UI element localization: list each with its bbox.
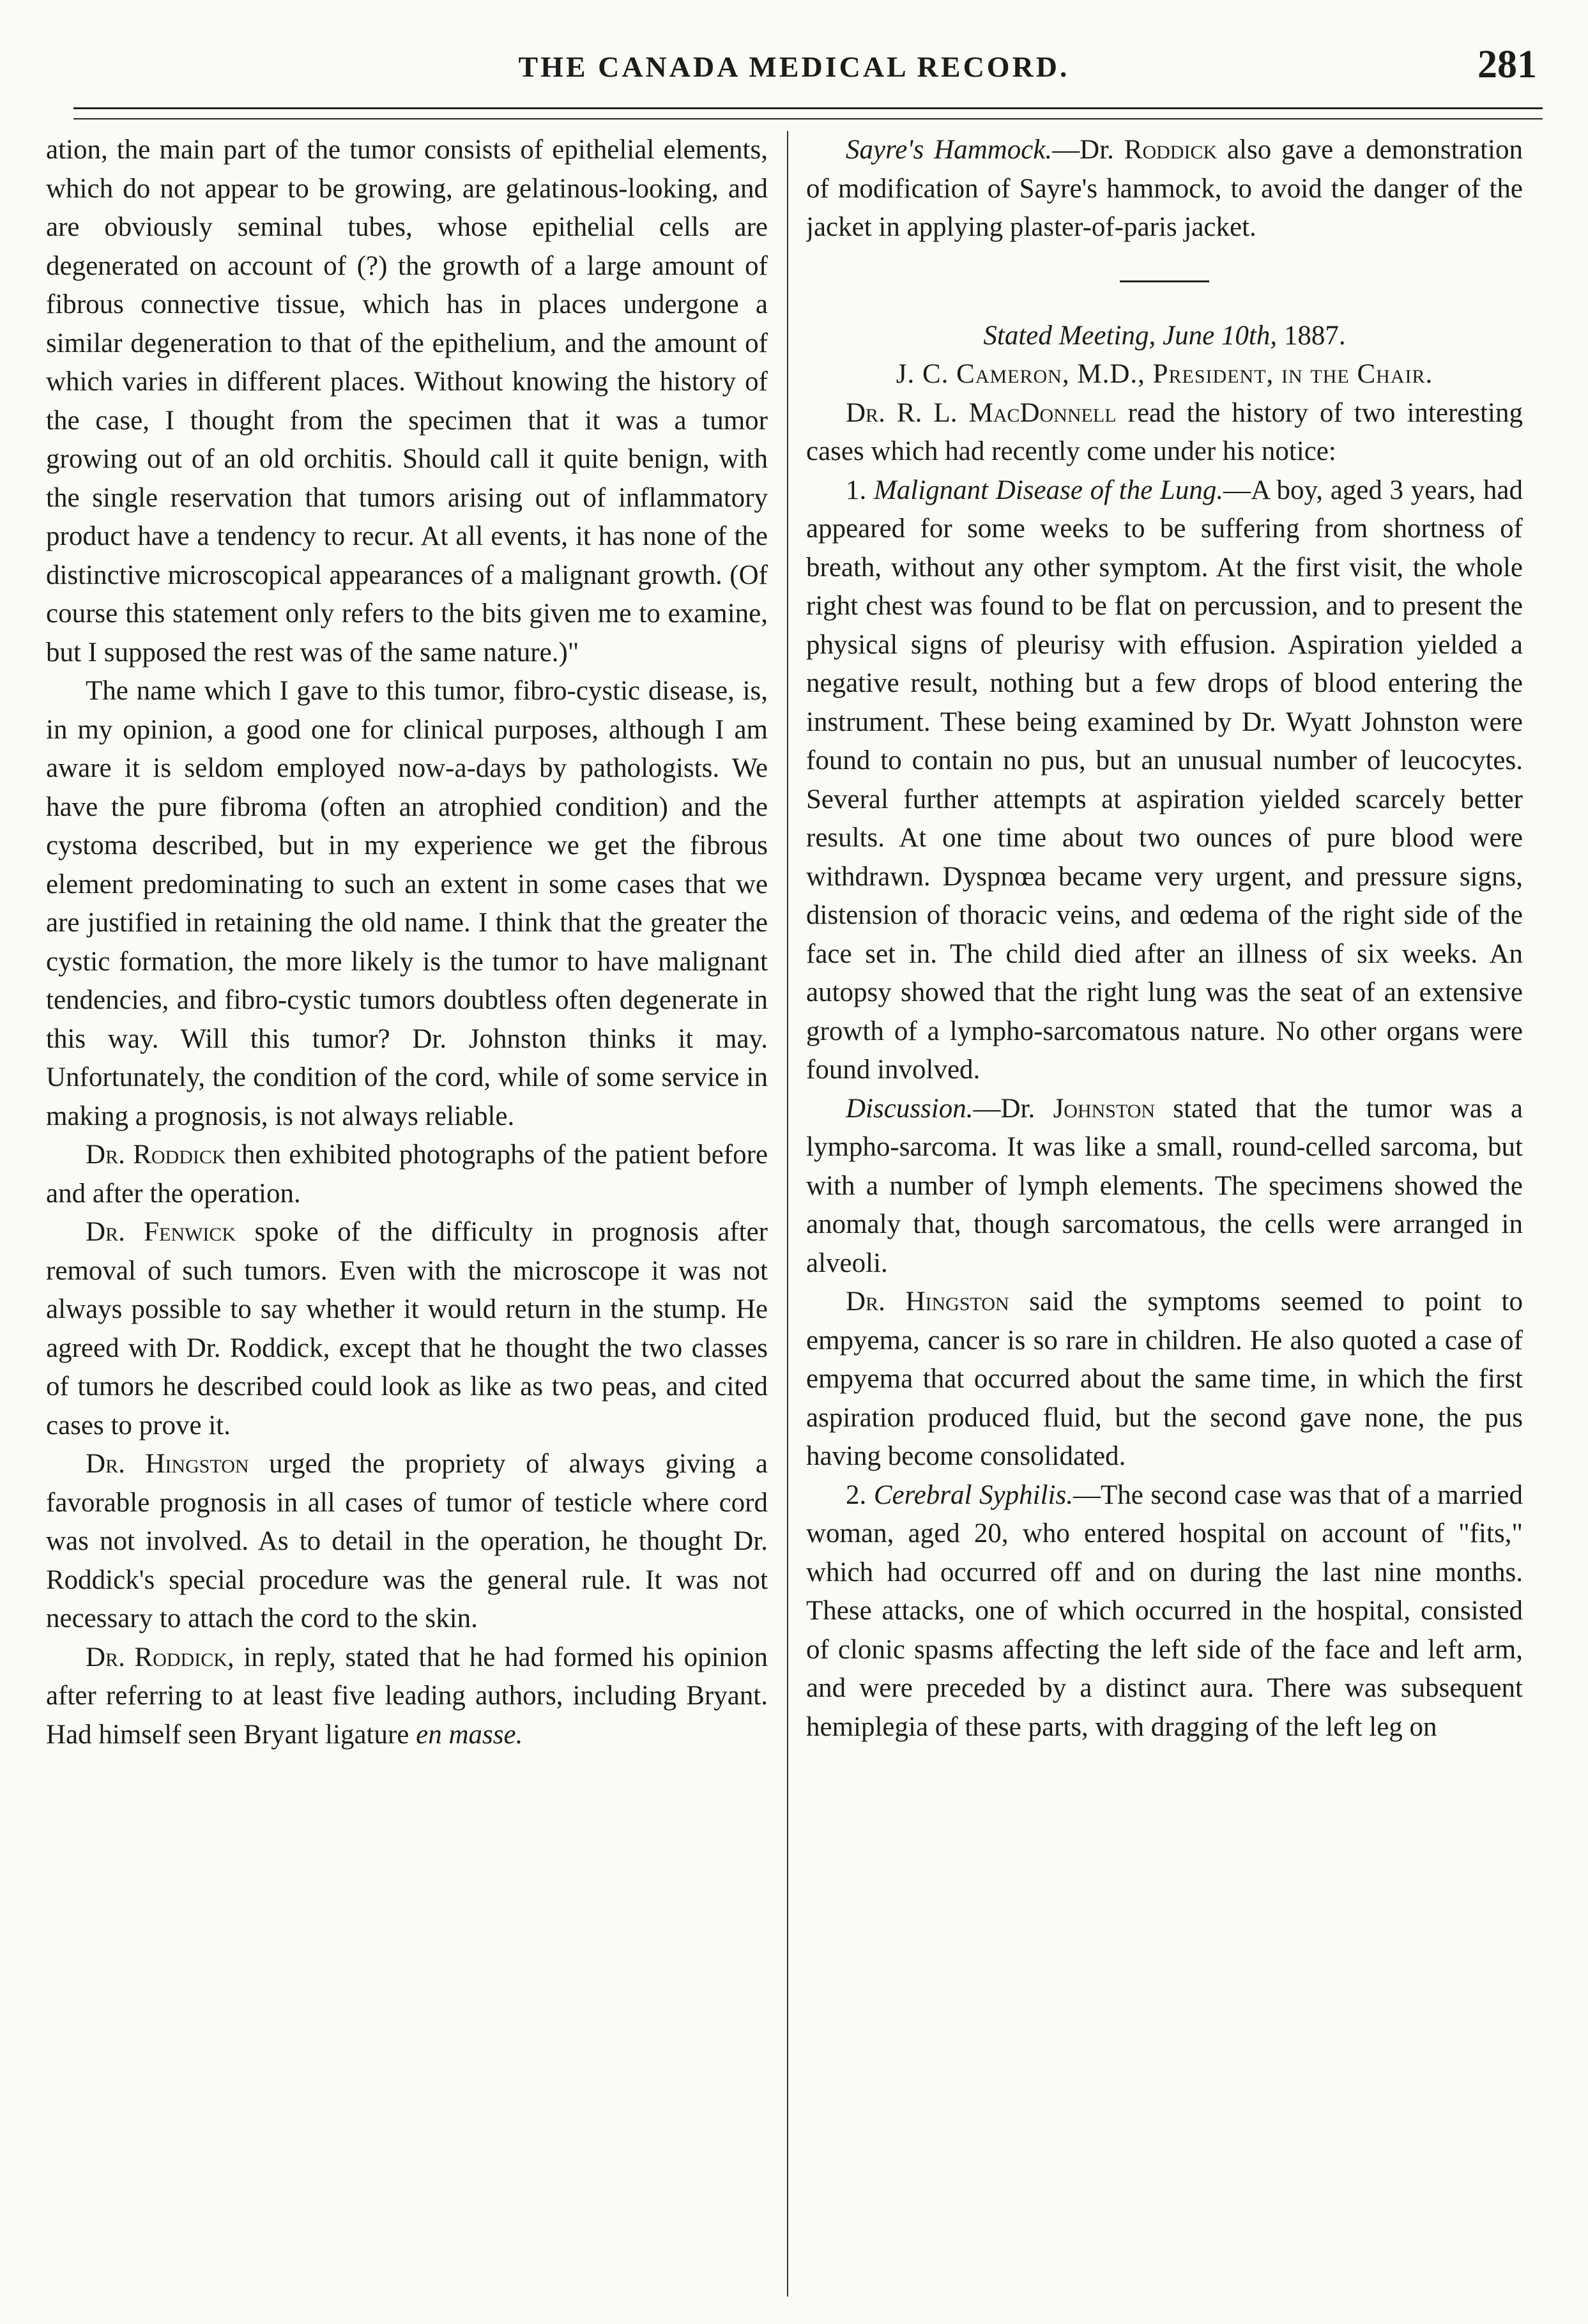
meeting-heading — [806, 317, 1523, 356]
speaker-name: Johnston — [1053, 1093, 1156, 1124]
paragraph-text: in reply, stated that he had formed his opinion after referring to at least five leading authors, including Bryant. Had himself seen Bryant ligature — [46, 1642, 768, 1750]
speaker-name: Dr. Hingston — [846, 1287, 1009, 1317]
journal-title: THE CANADA MEDICAL RECORD. — [518, 50, 1070, 83]
right-column — [806, 131, 1523, 2303]
speaker-name: Dr. Hingston — [86, 1449, 249, 1479]
paragraph-text: also gave a demonstration of modification of Sayre's hammock, to avoid the danger of the jacket in applying plaster-of-paris jacket. — [806, 135, 1523, 242]
paragraph-macdonnell — [806, 394, 1523, 471]
paragraph-text: then exhibited photographs of the patient before and after the operation. — [46, 1140, 768, 1209]
paragraph-case-syphilis — [806, 1476, 1523, 1747]
page-number: 281 — [1477, 43, 1537, 86]
speaker-name: Dr. Roddick, — [86, 1642, 234, 1672]
paragraph-text: —The second case was that of a married woman, aged 20, who entered hospital on account of "fits," which had occurred off and on during the last nine months. These attacks, one of which occurred in the hospital, consisted of clonic spasms affecting the left side of the face and left arm, and were preceded by a distinct aura. There was subsequent hemiplegia of these parts, with dragging of the left leg on — [806, 1479, 1523, 1742]
left-column — [46, 131, 768, 2303]
speaker-name: Roddick — [1124, 135, 1218, 165]
paragraph-text: said the symptoms seemed to point to empyema, cancer is so rare in children. He also quoted a case of empyema that occurred about the same time, in which the first aspiration produced fluid, but the second gave none, the pus having become consolidated. — [806, 1287, 1523, 1471]
speaker-name: Dr. Fenwick — [86, 1217, 236, 1247]
section-rule — [1120, 280, 1209, 282]
paragraph-text: —A boy, aged 3 years, had appeared for some weeks to be suffering from shortness of breath, without any other symptom. At the first visit, the whole right chest was found to be flat on percussion, and to present the physical signs of pleurisy with effusion. Aspiration yielded a negative result, nothing but a few drops of blood entering the instrument. These being examined by Dr. Wyatt Johnston were found to contain no pus, but an unusual number of leucocytes. Several further attempts at aspiration yielded scarcely better results. At one time about two ounces of pure blood were withdrawn. Dyspnœa became very urgent, and pressure signs, distension of thoracic veins, and œdema of the right side of the face set in. The child died after an illness of six weeks. An autopsy showed that the right lung was the seat of an extensive growth of a lympho-sarcomatous nature. No other organs were found involved. — [806, 475, 1523, 1085]
paragraph-roddick-reply — [46, 1639, 768, 1755]
paragraph-case-lung — [806, 471, 1523, 1090]
dash-text: —Dr. — [973, 1093, 1053, 1124]
paragraph-fibro-cystic: The name which I gave to this tumor, fibro-cystic disease, is, in my opinion, a good one for clinical purposes, although I am aware it is seldom employed now-a-days by pathologists. We have the pure fibroma (often an atrophied condition) and the cystoma described, but in my experience we get the fibrous element predominating to such an extent in some cases that we are justified in retaining the old name. I think that the greater the cystic formation, the more likely is the tumor to have malignant tendencies, and fibro-cystic tumors doubtless often degenerate in this way. Will this tumor? Dr. Johnston thinks it may. Unfortunately, the condition of the cord, while of some service in making a prognosis, is not always reliable. — [46, 676, 768, 1131]
meeting-year: 1887. — [1277, 320, 1346, 351]
page-header — [38, 38, 1550, 109]
paragraph-text: read the history of two interesting cases which had recently come under his notice: — [806, 397, 1523, 466]
paragraph-pathology-report: ation, the main part of the tumor consists of epithelial elements, which do not appear to be growing, are gelatinous-looking, and are obviously seminal tubes, whose epithelial cells are degenerated on account of (?) the growth of a large amount of fibrous connective tissue, which has in places undergone a similar degeneration to that of the epithelium, and the amount of which varies in different places. Without knowing the history of the case, I thought from the specimen that it was a tumor growing out of an old orchitis. Should call it quite benign, with the single reservation that tumors arising out of inflammatory product have a tendency to recur. At all events, it has none of the distinctive microscopical appearances of a malignant growth. (Of course this statement only refers to the bits given me to examine, but I supposed the rest was of the same nature.)" — [46, 135, 768, 668]
paragraph-text: stated that the tumor was a lympho-sarcoma. It was like a small, round-celled sarcoma, but with a number of lymph elements. The specimens showed the anomaly that, though sarcomatous, the cells were arranged in alveoli. — [806, 1093, 1523, 1278]
paragraph-hingston — [46, 1445, 768, 1639]
dash-text: —Dr. — [1052, 135, 1124, 165]
paragraph-text: urged the propriety of always giving a favorable prognosis in all cases of tumor of testicle where cord was not involved. As to detail in the operation, he thought Dr. Roddick's special procedure was the general rule. It was not necessary to attach the cord to the skin. — [46, 1449, 768, 1633]
paragraph-hingston-empyema — [806, 1283, 1523, 1476]
paragraph-sayre-hammock — [806, 131, 1523, 247]
paragraph-text: spoke of the difficulty in prognosis after removal of such tumors. Even with the microscope it was not always possible to say whether it would return in the stump. He agreed with Dr. Roddick, except that he thought the two classes of tumors he described could look as like as two peas, and cited cases to prove it. — [46, 1217, 768, 1441]
paragraph-roddick-photographs — [46, 1136, 768, 1213]
column-divider — [787, 131, 788, 2297]
section-heading: Sayre's Hammock. — [846, 135, 1053, 165]
paragraph-fenwick — [46, 1213, 768, 1445]
section-heading: Discussion. — [846, 1093, 973, 1124]
case-heading: Cerebral Syphilis. — [873, 1479, 1073, 1510]
meeting-date: Stated Meeting, June 10th, — [983, 320, 1278, 351]
speaker-name: Dr. Roddick — [86, 1140, 226, 1170]
case-heading: Malignant Disease of the Lung. — [873, 475, 1224, 505]
chair-line: J. C. Cameron, M.D., President, in the Chair. — [896, 359, 1433, 389]
paragraph-discussion — [806, 1090, 1523, 1283]
case-number: 2. — [846, 1479, 874, 1510]
case-number: 1. — [846, 475, 874, 505]
italic-phrase: en masse. — [416, 1719, 523, 1750]
header-double-rule — [73, 107, 1543, 119]
speaker-name: Dr. R. L. MacDonnell — [846, 397, 1117, 428]
